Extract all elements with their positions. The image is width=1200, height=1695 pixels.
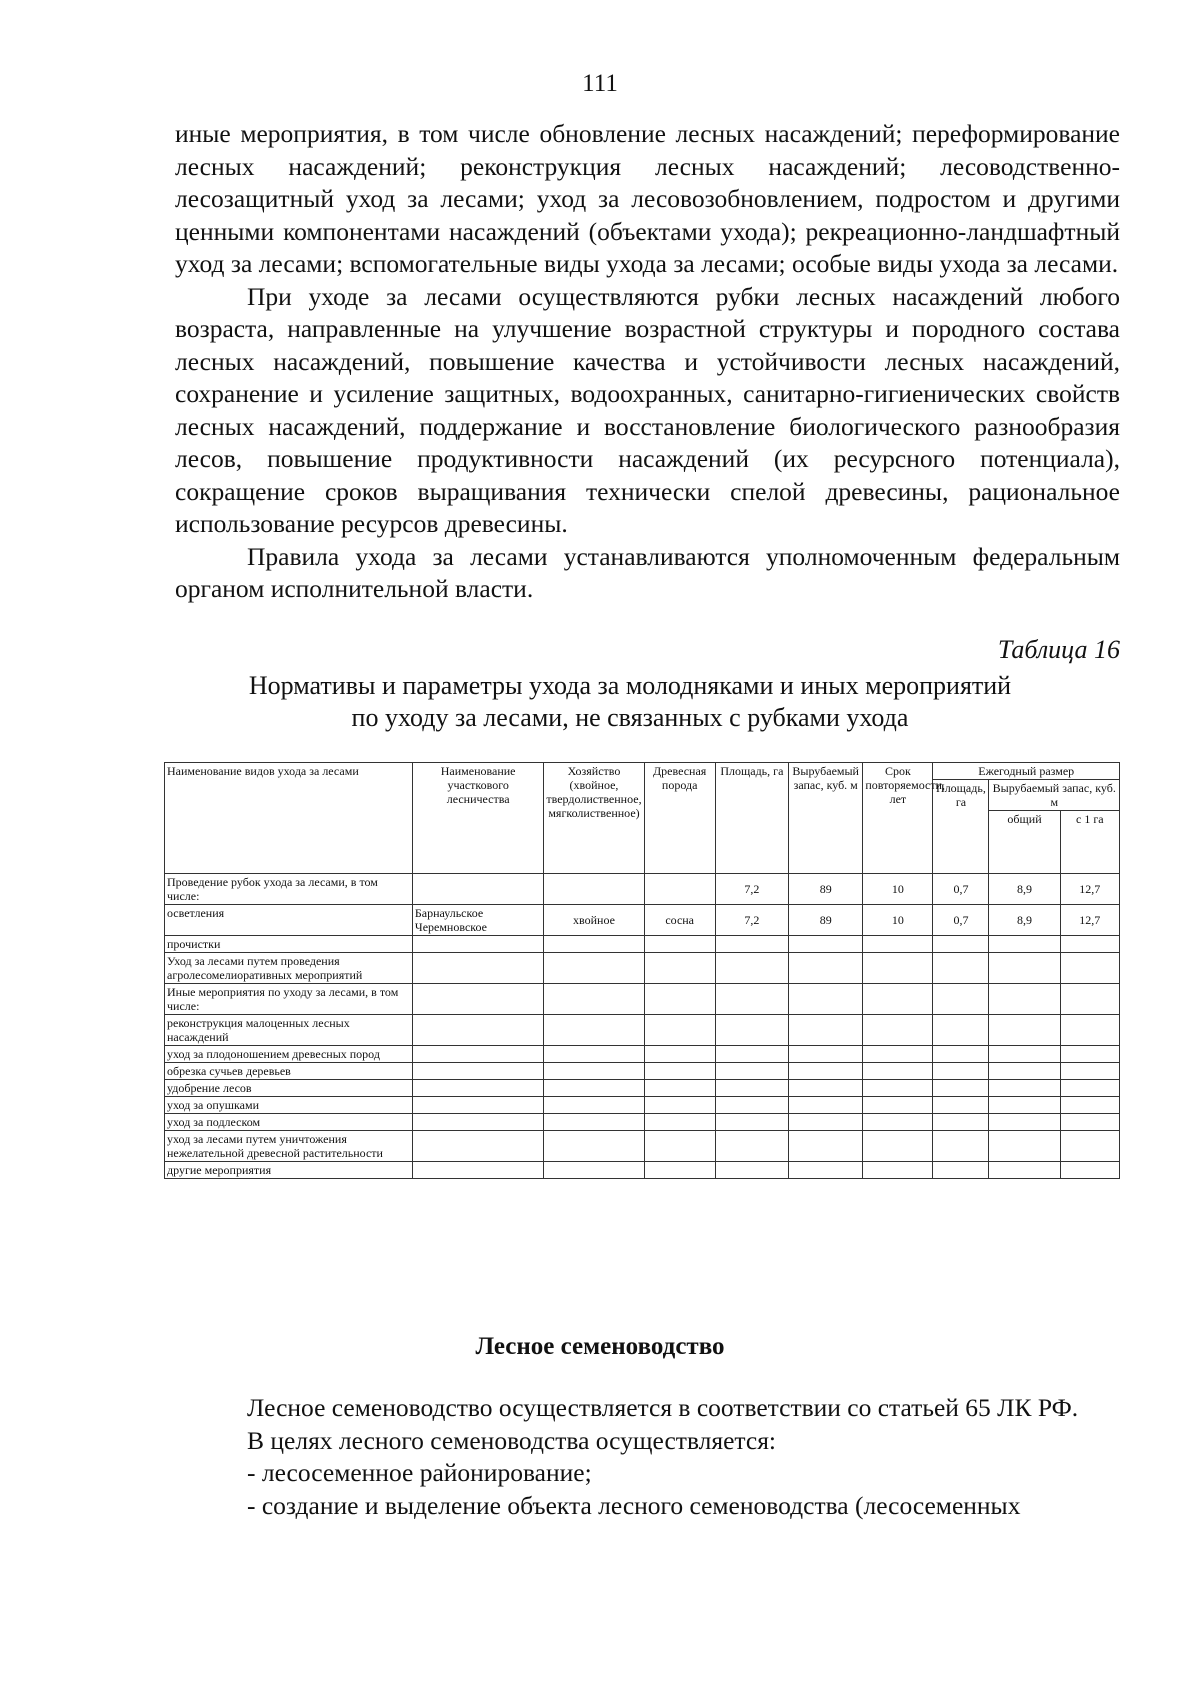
cell-forestry xyxy=(412,1131,543,1162)
cell-annual-area xyxy=(933,1015,989,1046)
cell-period xyxy=(863,984,933,1015)
cell-total xyxy=(989,1131,1060,1162)
cell-annual-area xyxy=(933,1162,989,1179)
cell-total: 8,9 xyxy=(989,905,1060,936)
cell-volume xyxy=(789,936,863,953)
cell-total xyxy=(989,1046,1060,1063)
cell-total xyxy=(989,1162,1060,1179)
cell-name: уход за опушками xyxy=(165,1097,413,1114)
cell-species xyxy=(644,1046,715,1063)
cell-forestry xyxy=(412,1162,543,1179)
cell-volume xyxy=(789,1131,863,1162)
cell-per-ha xyxy=(1060,1131,1119,1162)
header-area: Площадь, га xyxy=(715,763,788,874)
cell-name: Уход за лесами путем проведения агролесомелиоративных мероприятий xyxy=(165,953,413,984)
cell-total xyxy=(989,1015,1060,1046)
list-item: - создание и выделение объекта лесного семеноводства (лесосеменных xyxy=(247,1490,1021,1520)
cell-annual-area xyxy=(933,1114,989,1131)
cell-period xyxy=(863,1131,933,1162)
cell-forestry xyxy=(412,1046,543,1063)
cell-economy xyxy=(544,953,644,984)
cell-area xyxy=(715,1114,788,1131)
header-volume: Вырубаемый запас, куб. м xyxy=(789,763,863,874)
cell-annual-area xyxy=(933,984,989,1015)
cell-per-ha: 12,7 xyxy=(1060,905,1119,936)
cell-economy xyxy=(544,936,644,953)
cell-period: 10 xyxy=(863,874,933,905)
cell-economy xyxy=(544,1063,644,1080)
cell-total xyxy=(989,936,1060,953)
cell-volume xyxy=(789,1015,863,1046)
cell-area xyxy=(715,1046,788,1063)
header-economy: Хозяйство (хвойное, твердолиственное, мягколиственное) xyxy=(544,763,644,874)
cell-annual-area xyxy=(933,1063,989,1080)
cell-volume xyxy=(789,1097,863,1114)
cell-economy xyxy=(544,1131,644,1162)
cell-per-ha: 12,7 xyxy=(1060,874,1119,905)
header-annual-volume: Вырубаемый запас, куб. м xyxy=(989,780,1120,811)
cell-name: уход за лесами путем уничтожения нежелательной древесной растительности xyxy=(165,1131,413,1162)
cell-area: 7,2 xyxy=(715,874,788,905)
cell-economy xyxy=(544,984,644,1015)
cell-species xyxy=(644,1114,715,1131)
cell-volume xyxy=(789,1080,863,1097)
table-header-row xyxy=(165,763,1120,780)
table-row xyxy=(165,1114,1120,1131)
cell-annual-area xyxy=(933,1046,989,1063)
cell-species xyxy=(644,1080,715,1097)
cell-economy xyxy=(544,1097,644,1114)
paragraph-3: Правила ухода за лесами устанавливаются уполномоченным федеральным органом исполнительной власти. xyxy=(175,541,1120,603)
cell-annual-area: 0,7 xyxy=(933,874,989,905)
table-row xyxy=(165,1015,1120,1046)
cell-per-ha xyxy=(1060,1015,1119,1046)
cell-name: реконструкция малоценных лесных насаждений xyxy=(165,1015,413,1046)
cell-forestry xyxy=(412,1015,543,1046)
cell-period xyxy=(863,1063,933,1080)
cell-per-ha xyxy=(1060,1097,1119,1114)
cell-species xyxy=(644,936,715,953)
table-row xyxy=(165,1097,1120,1114)
cell-species xyxy=(644,984,715,1015)
paragraph-2: При уходе за лесами осуществляются рубки лесных насаждений любого возраста, направленные на улучшение возрастной структуры и породного состава лесных насаждений, повышение качества и устойчивости лесных насаждений, сохранение и усиление защитных, водоохранных, санитарно-гигиенических свойств лесных насаждений, поддержание и восстановление биологического разнообразия лесов, повышение продуктивности насаждений (их ресурсного потенциала), сокращение сроков выращивания технически спелой древесины, рациональное использование ресурсов древесины. xyxy=(175,281,1120,538)
table-row xyxy=(165,953,1120,984)
cell-total xyxy=(989,1080,1060,1097)
cell-species: сосна xyxy=(644,905,715,936)
cell-total xyxy=(989,953,1060,984)
table-row xyxy=(165,1046,1120,1063)
table-row xyxy=(165,1162,1120,1179)
table-title-line-1: Нормативы и параметры ухода за молодняками и иных мероприятий xyxy=(248,671,1012,700)
cell-economy xyxy=(544,1114,644,1131)
cell-area xyxy=(715,1131,788,1162)
cell-forestry xyxy=(412,936,543,953)
table-title xyxy=(160,670,1100,734)
cell-volume xyxy=(789,953,863,984)
cell-per-ha xyxy=(1060,1063,1119,1080)
cell-name: обрезка сучьев деревьев xyxy=(165,1063,413,1080)
table-row xyxy=(165,936,1120,953)
cell-area xyxy=(715,1162,788,1179)
header-species: Древесная порода xyxy=(644,763,715,874)
section-title: Лесное семеноводство xyxy=(475,1333,725,1360)
cell-forestry xyxy=(412,874,543,905)
table-row xyxy=(165,905,1120,936)
cell-name: уход за подлеском xyxy=(165,1114,413,1131)
cell-forestry xyxy=(412,953,543,984)
cell-area xyxy=(715,1080,788,1097)
cell-economy xyxy=(544,1046,644,1063)
page-number: 111 xyxy=(582,70,618,97)
table-label: Таблица 16 xyxy=(997,635,1120,664)
cell-annual-area xyxy=(933,936,989,953)
cell-forestry xyxy=(412,1080,543,1097)
cell-annual-area xyxy=(933,1131,989,1162)
header-forestry: Наименование участкового лесничества xyxy=(412,763,543,874)
cell-volume: 89 xyxy=(789,905,863,936)
cell-period: 10 xyxy=(863,905,933,936)
cell-name: Проведение рубок ухода за лесами, в том числе: xyxy=(165,874,413,905)
cell-volume xyxy=(789,1162,863,1179)
cell-per-ha xyxy=(1060,936,1119,953)
cell-area xyxy=(715,953,788,984)
cell-forestry xyxy=(412,984,543,1015)
cell-area xyxy=(715,1097,788,1114)
cell-period xyxy=(863,1046,933,1063)
cell-period xyxy=(863,1162,933,1179)
cell-volume xyxy=(789,1046,863,1063)
header-annual: Ежегодный размер xyxy=(933,763,1120,780)
cell-area xyxy=(715,1063,788,1080)
paragraph-1: иные мероприятия, в том числе обновление лесных насаждений; переформирование лесных насаждений; реконструкция лесных насаждений; лесоводственно-лесозащитный уход за лесами; уход за лесовозобновлением, подростом и другими ценными компонентами насаждений (объектами ухода); рекреационно-ландшафтный уход за лесами; вспомогательные виды ухода за лесами; особые виды ухода за лесами. xyxy=(175,119,1120,278)
norms-table xyxy=(164,762,1120,1179)
table-row xyxy=(165,1063,1120,1080)
cell-per-ha xyxy=(1060,1114,1119,1131)
header-annual-area: Площадь, га xyxy=(933,780,989,874)
cell-name: прочистки xyxy=(165,936,413,953)
cell-period xyxy=(863,953,933,984)
cell-forestry xyxy=(412,1097,543,1114)
section-paragraph-1: Лесное семеноводство осуществляется в соответствии со статьей 65 ЛК РФ. xyxy=(247,1393,1079,1422)
section-body xyxy=(175,1392,1120,1522)
cell-annual-area xyxy=(933,1080,989,1097)
cell-volume: 89 xyxy=(789,874,863,905)
cell-economy xyxy=(544,1015,644,1046)
cell-forestry xyxy=(412,1063,543,1080)
cell-forestry xyxy=(412,1114,543,1131)
table-row xyxy=(165,1131,1120,1162)
cell-economy xyxy=(544,874,644,905)
cell-volume xyxy=(789,984,863,1015)
cell-period xyxy=(863,1080,933,1097)
cell-total xyxy=(989,1063,1060,1080)
cell-area xyxy=(715,936,788,953)
cell-species xyxy=(644,1162,715,1179)
body-text xyxy=(175,118,1120,606)
cell-species xyxy=(644,953,715,984)
cell-per-ha xyxy=(1060,1162,1119,1179)
cell-species xyxy=(644,874,715,905)
cell-annual-area xyxy=(933,953,989,984)
list-item: - лесосеменное районирование; xyxy=(247,1458,592,1487)
cell-economy xyxy=(544,1162,644,1179)
cell-total xyxy=(989,1114,1060,1131)
table-row xyxy=(165,874,1120,905)
cell-annual-area: 0,7 xyxy=(933,905,989,936)
cell-economy xyxy=(544,1080,644,1097)
cell-period xyxy=(863,1097,933,1114)
cell-volume xyxy=(789,1114,863,1131)
cell-economy: хвойное xyxy=(544,905,644,936)
cell-per-ha xyxy=(1060,984,1119,1015)
header-name: Наименование видов ухода за лесами xyxy=(165,763,413,874)
cell-total xyxy=(989,984,1060,1015)
cell-annual-area xyxy=(933,1097,989,1114)
section-paragraph-2: В целях лесного семеноводства осуществляется: xyxy=(247,1425,777,1455)
header-per-ha: с 1 га xyxy=(1060,811,1119,874)
table-row xyxy=(165,984,1120,1015)
cell-species xyxy=(644,1063,715,1080)
cell-period xyxy=(863,1015,933,1046)
header-period: Срок повторяемости, лет xyxy=(863,763,933,874)
cell-area xyxy=(715,984,788,1015)
cell-per-ha xyxy=(1060,1046,1119,1063)
cell-name: осветления xyxy=(165,905,413,936)
table-title-line-2: по уходу за лесами, не связанных с рубками ухода xyxy=(351,703,909,732)
cell-name: уход за плодоношением древесных пород xyxy=(165,1046,413,1063)
cell-area xyxy=(715,1015,788,1046)
cell-species xyxy=(644,1097,715,1114)
header-total: общий xyxy=(989,811,1060,874)
table-row xyxy=(165,1080,1120,1097)
cell-name: удобрение лесов xyxy=(165,1080,413,1097)
cell-total: 8,9 xyxy=(989,874,1060,905)
cell-name: другие мероприятия xyxy=(165,1162,413,1179)
cell-per-ha xyxy=(1060,953,1119,984)
cell-volume xyxy=(789,1063,863,1080)
cell-period xyxy=(863,1114,933,1131)
cell-total xyxy=(989,1097,1060,1114)
cell-species xyxy=(644,1131,715,1162)
cell-name: Иные мероприятия по уходу за лесами, в том числе: xyxy=(165,984,413,1015)
cell-period xyxy=(863,936,933,953)
cell-area: 7,2 xyxy=(715,905,788,936)
cell-species xyxy=(644,1015,715,1046)
cell-forestry: Барнаульское Черемновское xyxy=(412,905,543,936)
cell-per-ha xyxy=(1060,1080,1119,1097)
